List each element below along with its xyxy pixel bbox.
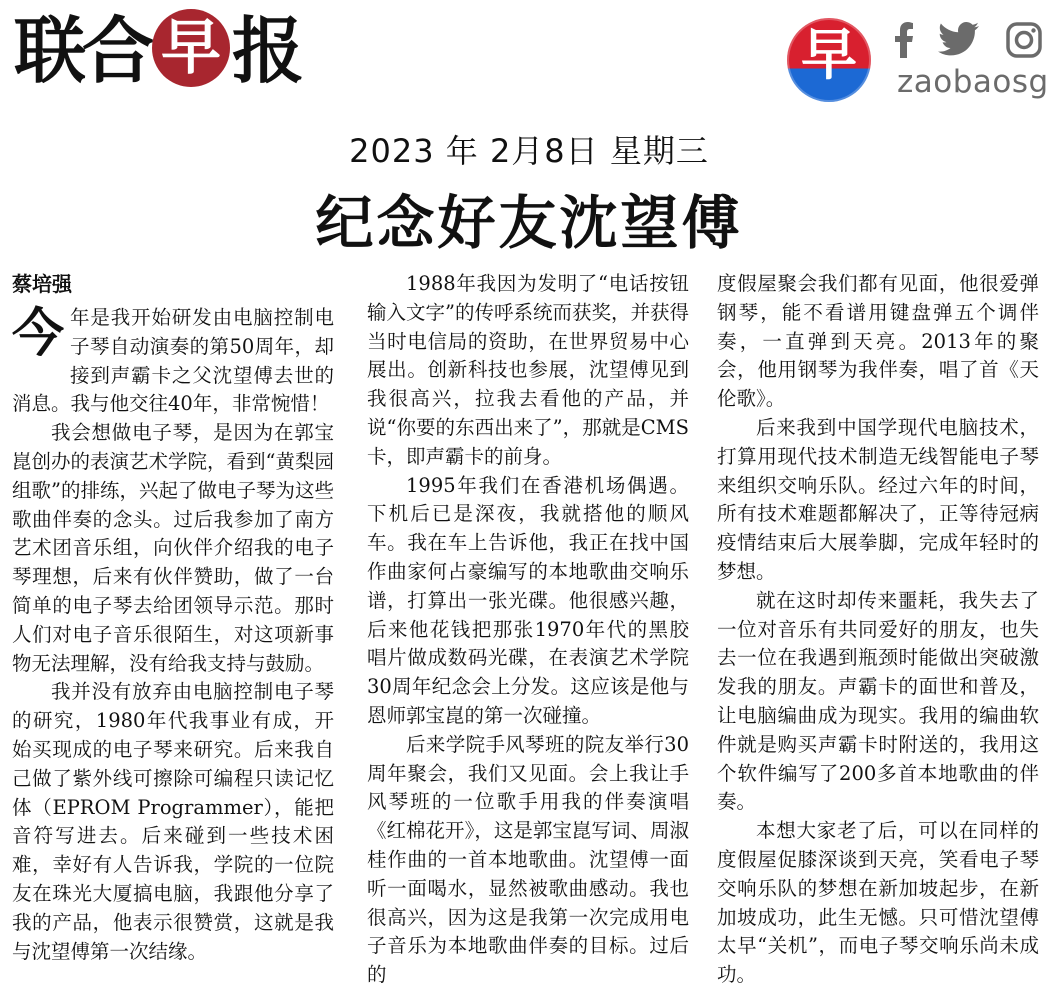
zaobao-badge-logo: [787, 18, 871, 102]
article-paragraph: 度假屋聚会我们都有见面，他很爱弹钢琴，能不看谱用键盘弹五个调伴奏，一直弹到天亮。2013年的聚会，他用钢琴为我伴奏，唱了首《天伦歌》。: [717, 272, 1039, 411]
byline-author: 蔡培强: [12, 272, 72, 296]
publication-date: 2023 年 2月8日 星期三: [349, 132, 709, 170]
article-column-2: [367, 270, 689, 990]
masthead-seal: 早: [152, 9, 230, 87]
social-icons: [890, 22, 1050, 58]
drop-cap: 今: [12, 304, 65, 364]
article-paragraph: 后来我到中国学现代电脑技术，打算用现代技术制造无线智能电子琴来组织交响乐队。经过六年的时间，所有技术难题都解决了，正等待冠病疫情结束后大展拳脚，完成年轻时的梦想。: [717, 415, 1039, 583]
article-paragraph: 本想大家老了后，可以在同样的度假屋促膝深谈到天亮，笑看电子琴交响乐队的梦想在新加坡起步，在新加坡成功，此生无憾。只可惜沈望傅太早“关机”，而电子琴交响乐尚未成功。: [717, 819, 1039, 987]
masthead-text-part2: 报: [232, 8, 301, 93]
article-paragraph: 就在这时却传来噩耗，我失去了一位对音乐有共同爱好的朋友，也失去一位在我遇到瓶颈时能做出突破激发我的朋友。声霸卡的面世和普及，让电脑编曲成为现实。我用的编曲软件就是购买声霸卡时附送的，我用这个软件编写了200多首本地歌曲的伴奏。: [717, 588, 1039, 814]
article-paragraph: 1995年我们在香港机场偶遇。下机后已是深夜，我就搭他的顺风车。我在车上告诉他，我正在找中国作曲家何占豪编写的本地歌曲交响乐谱，打算出一张光碟。他很感兴趣，后来他花钱把那张1970年代的黑胶唱片做成数码光碟，在表演艺术学院30周年纪念会上分发。这应该是他与恩师郭宝崑的第一次碰撞。: [367, 473, 689, 727]
article-column-3: [717, 270, 1039, 990]
article-paragraph: 我并没有放弃由电脑控制电子琴的研究，1980年代我事业有成，开始买现成的电子琴来研究。后来我自己做了紫外线可擦除可编程只读记忆体（EPROM Programmer），能把音符写进去。后来碰到一些技术困难，幸好有人告诉我，学院的一位院友在珠光大厦搞电脑，我跟他分享了我的产品，他表示很赞赏，这就是我与沈望傅第一次结缘。: [12, 680, 334, 963]
article-paragraph: 1988年我因为发明了“电话按钮输入文字”的传呼系统而获奖，并获得当时电信局的资助，在世界贸易中心展出。创新科技也参展，沈望傅见到我很高兴，拉我去看他的产品，并说“你要的东西出来了”，那就是CMS卡，即声霸卡的前身。: [367, 272, 689, 468]
facebook-icon[interactable]: [894, 22, 914, 58]
masthead-text-part1: 联合: [14, 8, 151, 93]
article-headline: 纪念好友沈望傅: [315, 189, 743, 257]
article-paragraph: 后来学院手风琴班的院友举行30周年聚会，我们又见面。会上我让手风琴班的一位歌手用我的伴奏演唱《红棉花开》，这是郭宝崑写词、周淑桂作曲的一首本地歌曲。沈望傅一面听一面喝水，显然被歌曲感动。我也很高兴，因为这是我第一次完成用电子音乐为本地歌曲伴奏的目标。过后的: [367, 732, 689, 987]
social-handle[interactable]: zaobaosg: [897, 64, 1049, 100]
article-paragraph: 我会想做电子琴，是因为在郭宝崑创办的表演艺术学院，看到“黄梨园组歌”的排练，兴起了做电子琴为这些歌曲伴奏的念头。过后我参加了南方艺术团音乐组，向伙伴介绍我的电子琴理想，后来有伙伴赞助，做了一台简单的电子琴去给团领导示范。那时人们对电子音乐很陌生，对这项新事物无法理解，没有给我支持与鼓励。: [12, 421, 334, 675]
masthead-logo: [14, 6, 300, 96]
badge-glyph: 早: [801, 23, 857, 88]
twitter-icon[interactable]: [938, 22, 980, 58]
paragraph-text: 年是我开始研发由电脑控制电子琴自动演奏的第50周年，却接到声霸卡之父沈望傅去世的消息。我与他交往40年，非常惋惜！: [12, 306, 334, 416]
article-paragraph: [12, 304, 334, 419]
instagram-icon[interactable]: [1006, 22, 1042, 58]
article-column-1: [12, 270, 334, 966]
